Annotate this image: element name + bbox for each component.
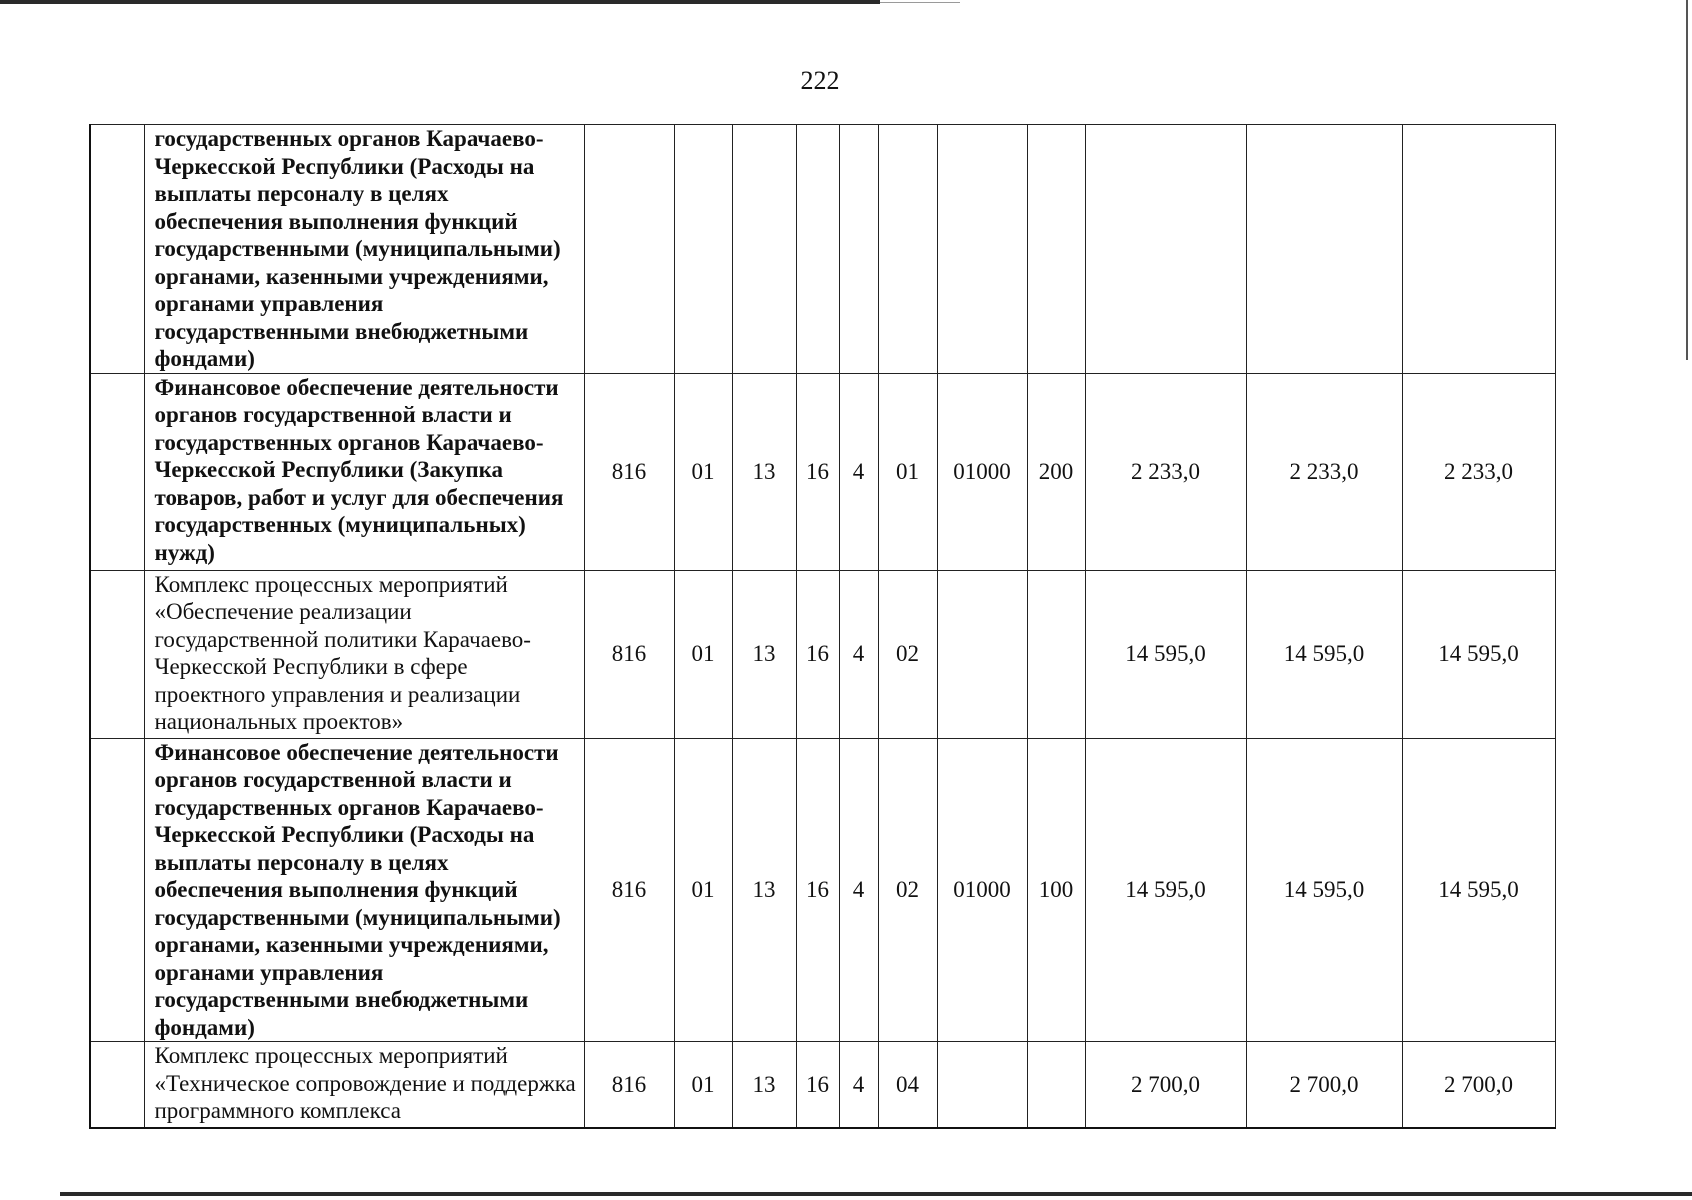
amount-year-2: 14 595,0 (1246, 738, 1402, 1042)
amount-year-1 (1085, 125, 1246, 374)
row-description: Комплекс процессных мероприятий «Техническое сопровождение и поддержка программного комплекса (144, 1042, 584, 1128)
amount-year-1: 2 700,0 (1085, 1042, 1246, 1128)
row-number-cell (90, 373, 144, 570)
row-description: государственных органов Карачаево-Черкесской Республики (Расходы на выплаты персоналу в целях обеспечения выполнения функций государственными (муниципальными) органами, казенными учреждениями, органами управления государственными внебюджетными фондами) (144, 125, 584, 374)
code-type (839, 125, 878, 374)
table-row (90, 125, 1555, 374)
amount-year-1: 2 233,0 (1085, 373, 1246, 570)
code-direction (937, 125, 1027, 374)
code-expense-type (1027, 125, 1085, 374)
code-type: 4 (839, 373, 878, 570)
code-direction: 01000 (937, 373, 1027, 570)
code-expense-type: 100 (1027, 738, 1085, 1042)
row-description: Финансовое обеспечение деятельности органов государственной власти и государственных органов Карачаево-Черкесской Республики (Расходы на выплаты персоналу в целях обеспечения выполнения функций государственными (муниципальными) органами, казенными учреждениями, органами управления государственными внебюджетными фондами) (144, 738, 584, 1042)
code-section: 01 (674, 738, 732, 1042)
code-section: 01 (674, 373, 732, 570)
row-number-cell (90, 125, 144, 374)
code-ministry: 816 (584, 570, 674, 738)
amount-year-3: 14 595,0 (1402, 738, 1555, 1042)
code-complex: 04 (878, 1042, 937, 1128)
code-subsection: 13 (732, 373, 796, 570)
amount-year-2: 14 595,0 (1246, 570, 1402, 738)
scan-edge-top-faint (880, 2, 960, 3)
table-row (90, 1042, 1555, 1128)
row-description: Комплекс процессных мероприятий «Обеспечение реализации государственной политики Карачаево-Черкесской Республики в сфере проектного управления и реализации национальных проектов» (144, 570, 584, 738)
code-ministry (584, 125, 674, 374)
code-program (796, 125, 839, 374)
row-number-cell (90, 570, 144, 738)
code-ministry: 816 (584, 738, 674, 1042)
code-subsection: 13 (732, 738, 796, 1042)
amount-year-1: 14 595,0 (1085, 570, 1246, 738)
row-description: Финансовое обеспечение деятельности органов государственной власти и государственных органов Карачаево-Черкесской Республики (Закупка товаров, работ и услуг для обеспечения государственных (муниципальных) нужд) (144, 373, 584, 570)
code-subsection: 13 (732, 570, 796, 738)
code-expense-type (1027, 1042, 1085, 1128)
code-expense-type: 200 (1027, 373, 1085, 570)
amount-year-2: 2 233,0 (1246, 373, 1402, 570)
amount-year-1: 14 595,0 (1085, 738, 1246, 1042)
code-type: 4 (839, 570, 878, 738)
amount-year-2 (1246, 125, 1402, 374)
code-program: 16 (796, 570, 839, 738)
code-section: 01 (674, 1042, 732, 1128)
code-complex (878, 125, 937, 374)
code-type: 4 (839, 738, 878, 1042)
amount-year-3: 2 700,0 (1402, 1042, 1555, 1128)
code-direction (937, 570, 1027, 738)
row-number-cell (90, 738, 144, 1042)
code-complex: 02 (878, 570, 937, 738)
code-complex: 02 (878, 738, 937, 1042)
scan-edge-top (0, 0, 880, 4)
code-direction (937, 1042, 1027, 1128)
budget-table (89, 124, 1556, 1129)
code-ministry: 816 (584, 373, 674, 570)
code-direction: 01000 (937, 738, 1027, 1042)
scan-edge-right (1686, 0, 1688, 360)
amount-year-2: 2 700,0 (1246, 1042, 1402, 1128)
code-type: 4 (839, 1042, 878, 1128)
code-subsection: 13 (732, 1042, 796, 1128)
code-subsection (732, 125, 796, 374)
code-program: 16 (796, 738, 839, 1042)
amount-year-3 (1402, 125, 1555, 374)
code-ministry: 816 (584, 1042, 674, 1128)
scan-edge-bottom (60, 1192, 1692, 1196)
code-expense-type (1027, 570, 1085, 738)
code-section (674, 125, 732, 374)
amount-year-3: 2 233,0 (1402, 373, 1555, 570)
code-program: 16 (796, 1042, 839, 1128)
amount-year-3: 14 595,0 (1402, 570, 1555, 738)
row-number-cell (90, 1042, 144, 1128)
code-complex: 01 (878, 373, 937, 570)
table-row (90, 738, 1555, 1042)
table-row (90, 570, 1555, 738)
code-section: 01 (674, 570, 732, 738)
page-number: 222 (800, 66, 840, 95)
code-program: 16 (796, 373, 839, 570)
table-row (90, 373, 1555, 570)
